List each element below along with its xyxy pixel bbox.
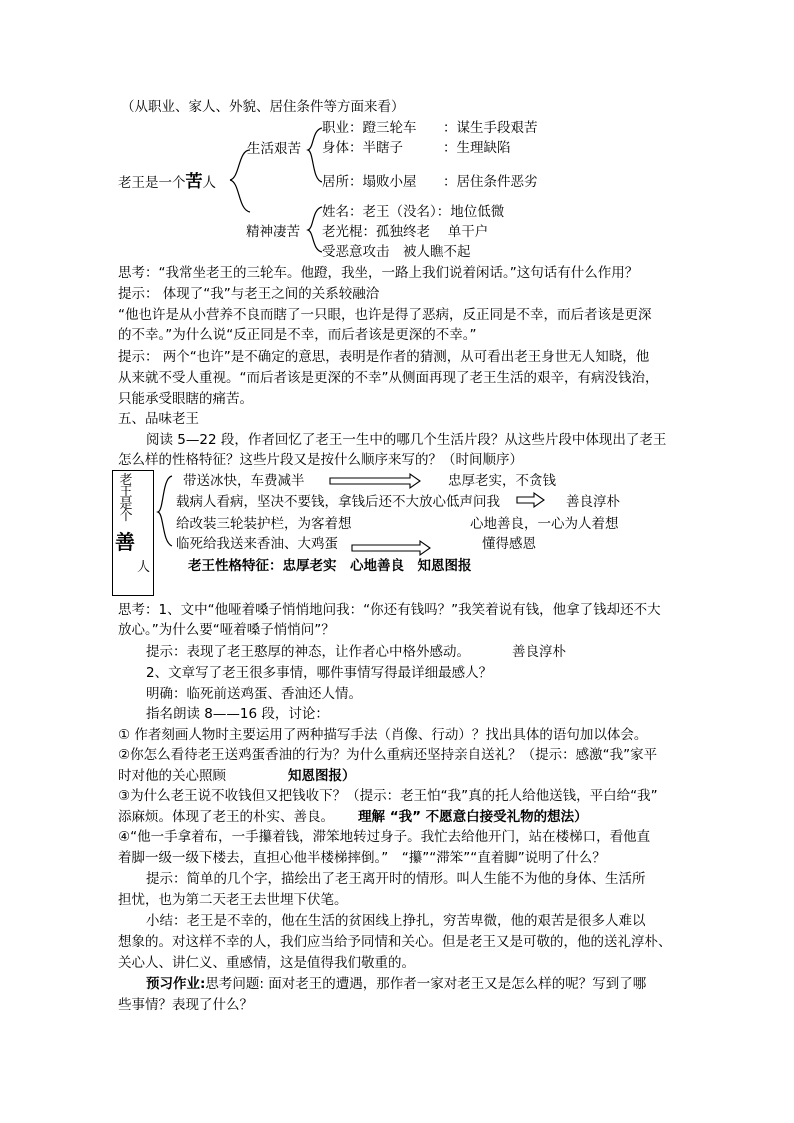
hint-4-line-1: 提示：简单的几个字，描绘出了老王离开时的情形。叫人生能不为他的身体、生活所 xyxy=(146,871,646,887)
hint-2-line-1: 提示： 两个“也许”是不确定的意思，表明是作者的猜测，从可看出老王身世无人知晓，他 xyxy=(118,349,650,365)
life-item-3-a: 居所：塌败小屋 xyxy=(322,174,417,190)
arrow-1 xyxy=(330,474,420,488)
hint-2-line-2: 从来就不受人重视。“而后者该是更深的不幸”从侧面再现了老王生活的艰辛，有病没钱治， xyxy=(118,370,659,386)
trait-1: 忠厚老实，不贪钱 xyxy=(448,473,556,489)
trait-4: 懂得感恩 xyxy=(482,536,536,552)
homework-label: 预习作业: xyxy=(146,976,206,992)
trait-2: 善良淳朴 xyxy=(566,494,620,510)
discussion-2-tail: 知恩图报） xyxy=(288,768,356,784)
hint-1: 提示： 体现了“我”与老王之间的关系较融洽 xyxy=(118,286,380,302)
arrow-3 xyxy=(352,541,430,555)
section-5-title: 五、品味老王 xyxy=(118,411,199,427)
life-item-2-a: 身体：半瞎子 xyxy=(322,140,403,156)
spirit-item-1: 姓名：老王（没名）：地位低微 xyxy=(322,204,505,220)
discussion-3-line-1: ③为什么老王说不收钱但又把钱收下？（提示：老王怕“我”真的托人给他送钱，平白给“我” xyxy=(118,788,658,804)
hint-2-line-3: 只能承受眼瞎的痛苦。 xyxy=(118,391,253,407)
quote-2-line-2: 的不幸。”为什么说“反正同是不幸，而后者该是更深的不幸。” xyxy=(118,327,477,343)
think-1: 思考：“我常坐老王的三轮车。他蹬，我坐，一路上我们说着闲话。”这句话有什么作用？ xyxy=(118,265,639,281)
think-2-line-2: 放心。”为什么要“哑着嗓子悄悄问”？ xyxy=(118,622,335,638)
homework-line-1 xyxy=(146,975,646,993)
hint-3-tail: 善良淳朴 xyxy=(512,644,566,660)
brace-branch2 xyxy=(230,180,250,212)
root-suffix: 人 xyxy=(202,175,216,191)
question-2: 2、文章写了老王很多事情，哪件事情写得最详细最感人？ xyxy=(146,665,493,681)
hint-3: 提示：表现了老王憨厚的神态，让作者心中格外感动。 xyxy=(146,644,470,660)
event-2: 载病人看病，坚决不要钱，拿钱后还不大放心低声问我 xyxy=(176,494,500,510)
diagram1-root xyxy=(118,173,216,192)
life-item-2-b: ：生理缺陷 xyxy=(443,140,511,156)
summary-line-3: 关心人、讲仁义、重感情，这是值得我们敬重的。 xyxy=(118,955,415,971)
box-big-char: 善 xyxy=(115,530,135,554)
discussion-2-line-2: 时对他的关心照顾 xyxy=(118,768,226,784)
read-line-1: 阅读 5—22 段，作者回忆了老王一生中的哪几个生活片段？从这些片段中体现出了老王 xyxy=(146,432,667,448)
assignment: 指名朗读 8——16 段，讨论： xyxy=(146,706,329,722)
root-prefix: 老王是一个 xyxy=(118,175,186,191)
section-intro: （从职业、家人、外貌、居住条件等方面来看） xyxy=(121,99,405,115)
homework-text: 思考问题: 面对老王的遭遇，那作者一家对老王又是怎么样的呢？写到了哪 xyxy=(205,976,647,992)
spirit-item-3: 受恶意攻击 被人瞧不起 xyxy=(322,244,471,260)
answer-2: 明确：临死前送鸡蛋、香油还人情。 xyxy=(146,686,362,702)
life-item-1-a: 职业：蹬三轮车 xyxy=(322,120,417,136)
event-4: 临死给我送来香油、大鸡蛋 xyxy=(176,536,338,552)
arrow-2 xyxy=(517,493,544,507)
discussion-3-line-2: 添麻烦。体现了老王的朴实、善良。 xyxy=(118,809,334,825)
brace-good-events xyxy=(158,476,172,546)
discussion-4-line-1: ④“他一手拿着布，一手攥着钱，滞笨地转过身子。我忙去给他开门，站在楼梯口，看他直 xyxy=(118,829,651,845)
brace-spirit-items xyxy=(308,207,322,252)
discussion-1: ① 作者刻画人物时主要运用了两种描写手法（肖像、行动）？找出具体的语句加以体会。 xyxy=(118,727,648,743)
discussion-4-line-2: 着脚一级一级下楼去，直担心他半楼梯摔倒。” “攥”“滞笨”“直着脚”说明了什么？ xyxy=(118,850,606,866)
brace-life-items xyxy=(308,128,322,182)
think-2-line-1: 思考：1、文中“他哑着嗓子悄悄地问我：“你还有钱吗？”我笑着说有钱，他拿了钱却还不大 xyxy=(118,602,661,618)
trait-3: 心地善良，一心为人着想 xyxy=(470,516,619,532)
homework-line-2: 些事情？表现了什么？ xyxy=(118,997,253,1013)
read-line-2: 怎么样的性格特征？这些片段又是按什么顺序来写的？（时间顺序） xyxy=(118,452,523,468)
summary-line-1: 小结：老王是不幸的，他在生活的贫困线上挣扎，穷苦卑微，他的艰苦是很多人难以 xyxy=(146,913,646,929)
trait-summary: 老王性格特征：忠厚老实 心地善良 知恩图报 xyxy=(188,558,472,574)
life-item-1-b: ：谋生手段艰苦 xyxy=(443,120,538,136)
discussion-3-tail: 理解 “我” 不愿意白接受礼物的想法） xyxy=(358,809,588,825)
spirit-item-2: 老光棍：孤独终老 单干户 xyxy=(322,224,489,240)
good-person-box xyxy=(112,470,154,596)
quote-2-line-1: “他也许是从小营养不良而瞎了一只眼，也许是得了恶病，反正同是不幸，而后者该是更深 xyxy=(118,307,652,323)
hint-4-line-2: 担忧，也为第二天老王去世埋下伏笔。 xyxy=(118,892,348,908)
root-big-char: 苦 xyxy=(185,172,203,192)
discussion-2-line-1: ②你怎么看待老王送鸡蛋香油的行为？为什么重病还坚持亲自送礼？（提示：感激“我”家平 xyxy=(118,747,658,763)
life-item-3-b: ：居住条件恶劣 xyxy=(443,174,538,190)
branch-spirit: 精神凄苦 xyxy=(246,224,300,240)
box-text: 老王是个 xyxy=(119,473,133,524)
branch-life: 生活艰苦 xyxy=(247,141,301,157)
event-3: 给改装三轮装护栏，为客着想 xyxy=(176,516,352,532)
box-small-char: 人 xyxy=(137,560,151,575)
event-1: 带送冰快，车费减半 xyxy=(183,473,305,489)
summary-line-2: 想象的。对这样不幸的人，我们应当给予同情和关心。但是老王又是可敬的，他的送礼淳朴、 xyxy=(118,934,672,950)
